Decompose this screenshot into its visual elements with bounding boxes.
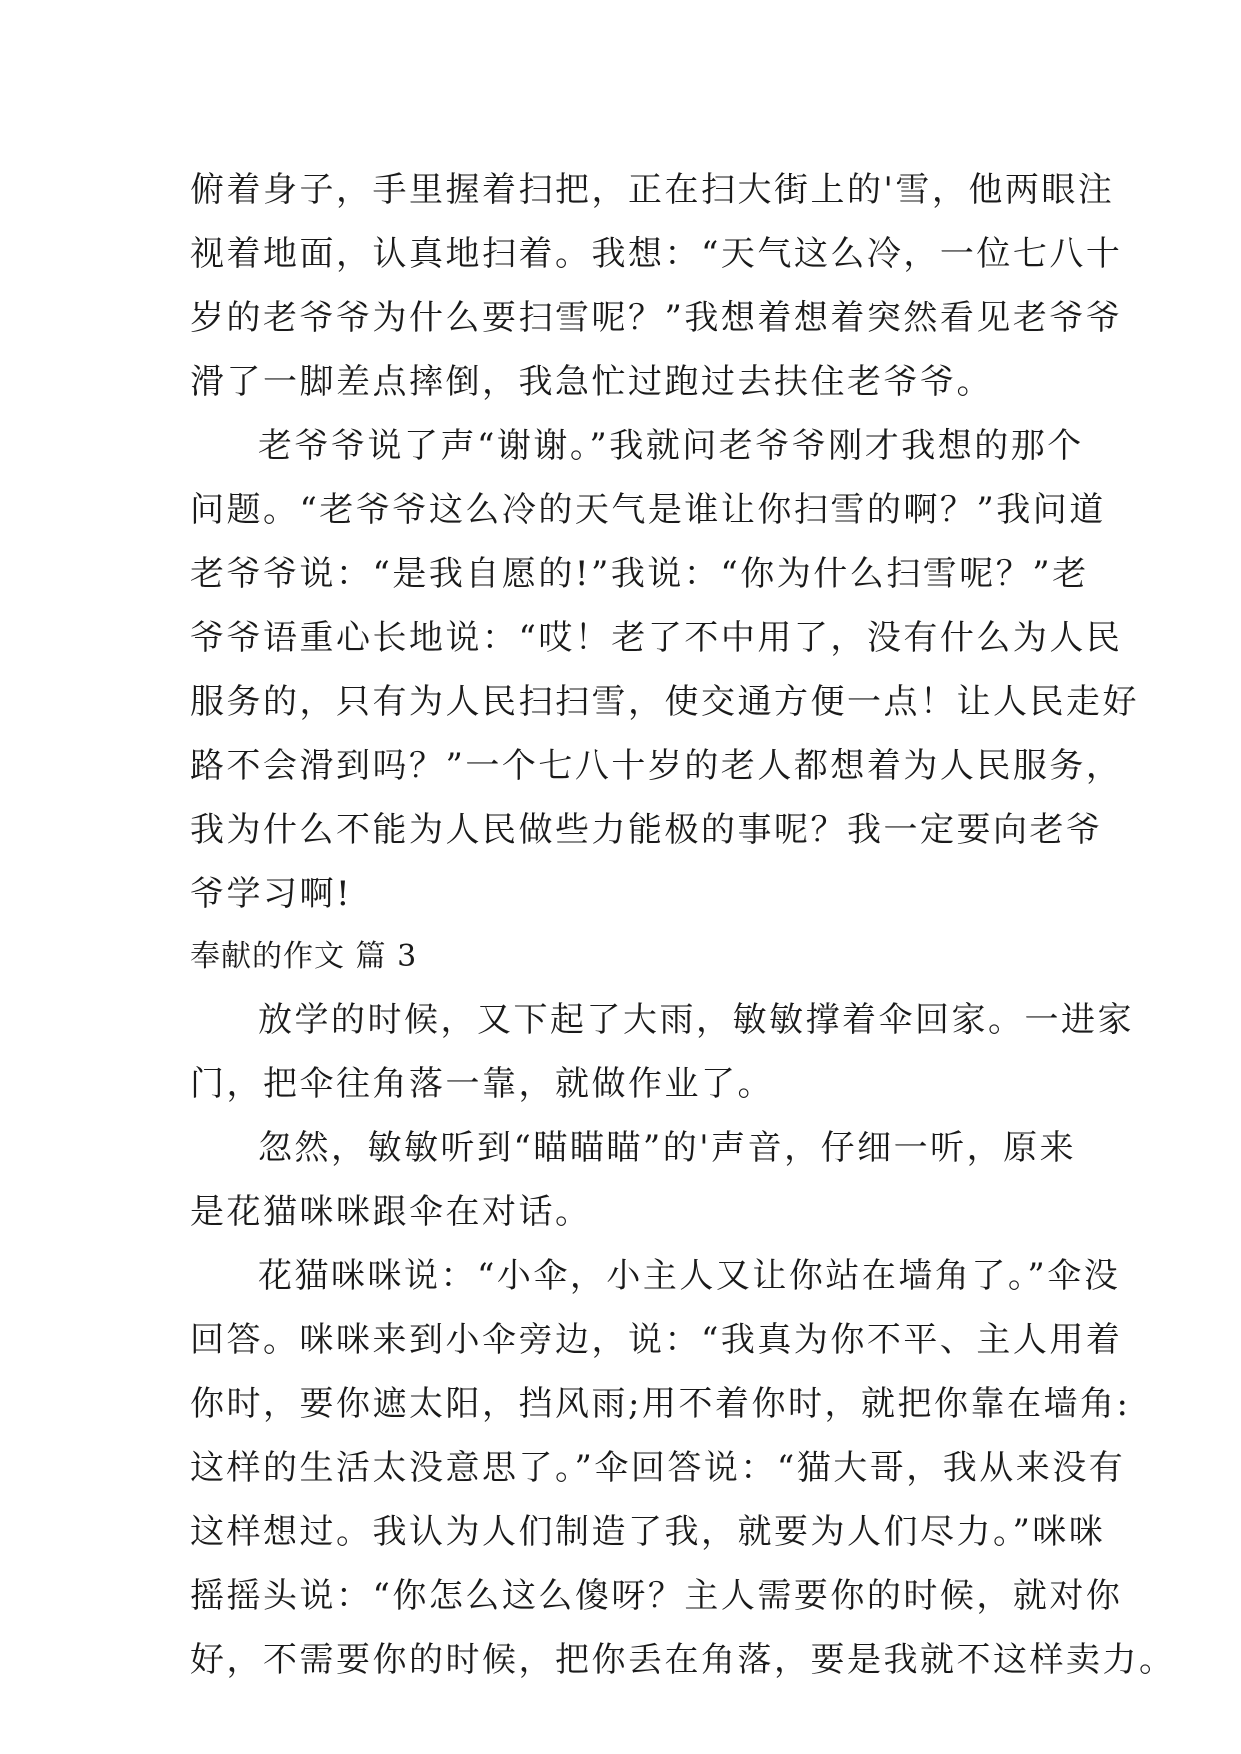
text-line: 爷爷语重心长地说：“哎！老了不中用了，没有什么为人民: [190, 618, 1123, 658]
text-line: 老爷爷说：“是我自愿的!”我说：“你为什么扫雪呢？”老: [190, 554, 1089, 594]
paragraph-section1-2: [190, 414, 1139, 926]
text-line: 爷学习啊!: [190, 874, 353, 914]
paragraph-section1-1: [190, 158, 1123, 414]
section-heading: 奉献的作文 篇 3: [190, 939, 418, 974]
text-line: 摇摇头说：“你怎么这么傻呀？主人需要你的时候，就对你: [190, 1576, 1123, 1616]
text-line: 放学的时候，又下起了大雨，敏敏撑着伞回家。一进家: [258, 1000, 1134, 1040]
paragraph-section2-3: [190, 1244, 1176, 1692]
text-line: 服务的，只有为人民扫扫雪，使交通方便一点！让人民走好: [190, 682, 1139, 722]
text-line: 老爷爷说了声“谢谢。”我就问老爷爷刚才我想的那个: [258, 426, 1084, 466]
paragraph-section2-2: [190, 1116, 1077, 1244]
text-line: 好，不需要你的时候，把你丢在角落，要是我就不这样卖力。: [190, 1640, 1176, 1680]
text-line: 花猫咪咪说：“小伞，小主人又让你站在墙角了。”伞没: [258, 1256, 1121, 1296]
text-line: 门，把伞往角落一靠，就做作业了。: [190, 1064, 774, 1104]
text-line: 回答。咪咪来到小伞旁边，说：“我真为你不平、主人用着: [190, 1320, 1123, 1360]
text-line: 路不会滑到吗？”一个七八十岁的老人都想着为人民服务，: [190, 746, 1123, 786]
text-line: 你时，要你遮太阳，挡风雨;用不着你时，就把你靠在墙角:: [190, 1384, 1131, 1424]
text-line: 滑了一脚差点摔倒，我急忙过跑过去扶住老爷爷。: [190, 362, 993, 402]
text-line: 岁的老爷爷为什么要扫雪呢？”我想着想着突然看见老爷爷: [190, 298, 1123, 338]
text-line: 是花猫咪咪跟伞在对话。: [190, 1192, 592, 1232]
text-line: 这样想过。我认为人们制造了我，就要为人们尽力。”咪咪: [190, 1512, 1106, 1552]
text-line: 忽然，敏敏听到“瞄瞄瞄”的'声音，仔细一听，原来: [258, 1128, 1077, 1168]
text-line: 问题。“老爷爷这么冷的天气是谁让你扫雪的啊？”我问道: [190, 490, 1106, 530]
text-line: 这样的生活太没意思了。”伞回答说：“猫大哥，我从来没有: [190, 1448, 1126, 1488]
paragraph-section2-1: [190, 988, 1134, 1116]
text-line: 我为什么不能为人民做些力能极的事呢？我一定要向老爷: [190, 810, 1103, 850]
text-line: 视着地面，认真地扫着。我想：“天气这么冷，一位七八十: [190, 234, 1123, 274]
text-line: 俯着身子，手里握着扫把，正在扫大街上的'雪，他两眼注: [190, 170, 1115, 210]
document-body: [190, 158, 1176, 1692]
